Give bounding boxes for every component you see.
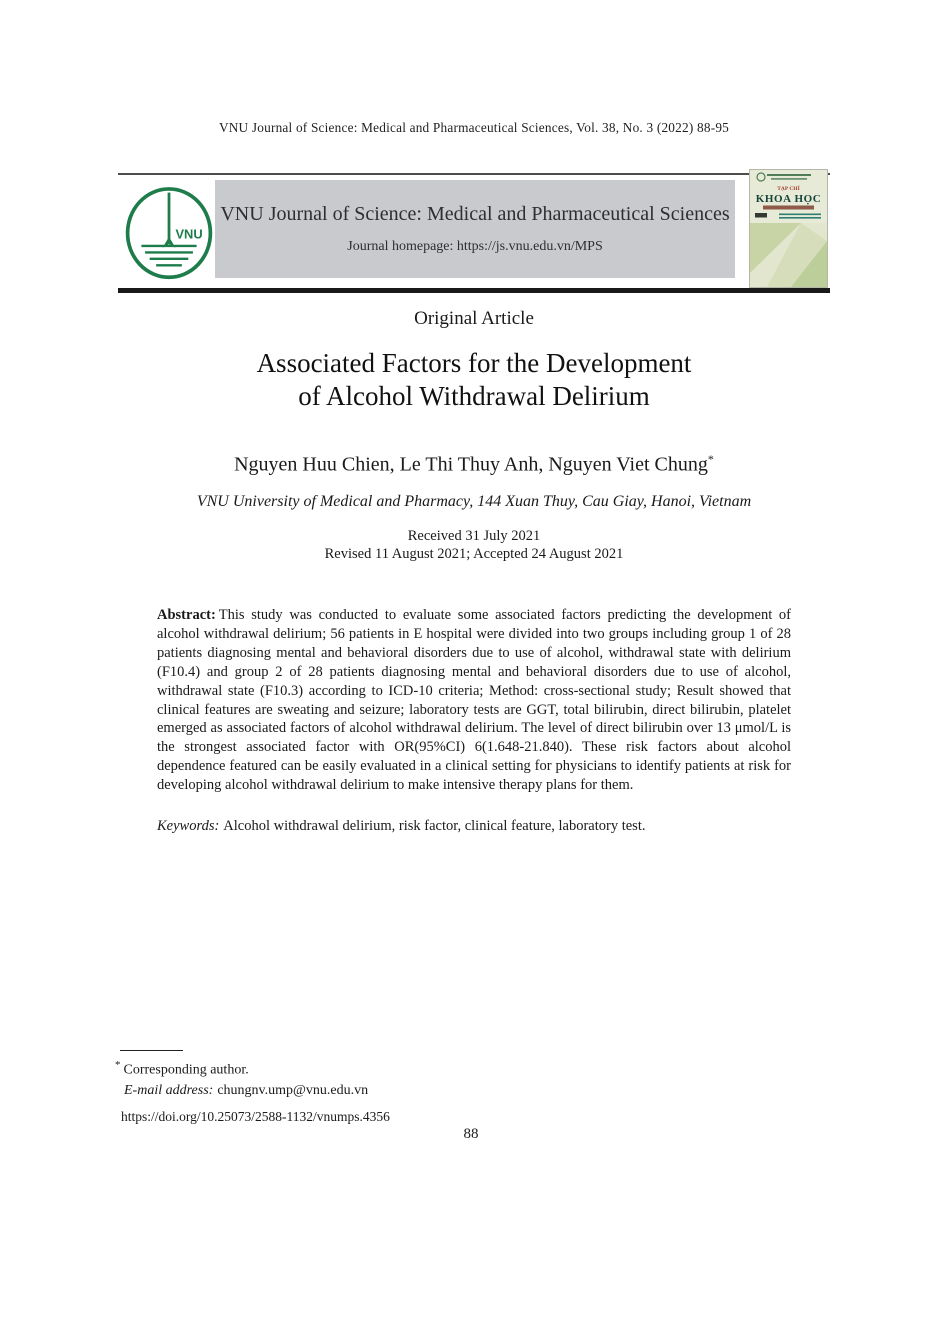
abstract-paragraph — [157, 606, 791, 795]
article-type-label: Original Article — [414, 308, 534, 329]
vnu-logo — [122, 183, 216, 285]
keywords-text: Alcohol withdrawal delirium, risk factor, clinical feature, laboratory test. — [223, 818, 646, 834]
svg-text:TẠP CHÍ: TẠP CHÍ — [777, 186, 800, 192]
journal-title: VNU Journal of Science: Medical and Pharmaceutical Sciences — [220, 203, 730, 225]
keywords-line — [157, 818, 791, 835]
journal-cover-icon — [749, 169, 828, 288]
journal-banner — [118, 171, 830, 294]
corresponding-author-note — [115, 1059, 249, 1079]
email-label: E-mail address: — [124, 1083, 214, 1098]
journal-title-box — [215, 180, 735, 278]
article-title-line1: Associated Factors for the Development — [256, 348, 692, 378]
footnote-rule — [120, 1050, 183, 1051]
affiliation: VNU University of Medical and Pharmacy, 144 Xuan Thuy, Cau Giay, Hanoi, Vietnam — [196, 493, 752, 510]
running-head: VNU Journal of Science: Medical and Pharmaceutical Sciences, Vol. 38, No. 3 (2022) 88-95 — [218, 120, 730, 135]
email-line — [124, 1083, 368, 1099]
page-number: 88 — [463, 1126, 479, 1142]
journal-cover-thumbnail — [749, 169, 828, 288]
journal-homepage: Journal homepage: https://js.vnu.edu.vn/MPS — [347, 239, 603, 254]
abstract-label: Abstract: — [157, 607, 216, 623]
corresponding-author-text: Corresponding author. — [123, 1062, 249, 1078]
banner-bottom-bar — [118, 288, 830, 293]
keywords-label: Keywords: — [157, 818, 220, 834]
doi-link: https://doi.org/10.25073/2588-1132/vnumps.4356 — [121, 1109, 390, 1124]
svg-text:VNU: VNU — [175, 226, 203, 242]
abstract-text: This study was conducted to evaluate some associated factors predicting the development of alcohol withdrawal delirium; 56 patients in E hospital were divided into two groups including group 1 of 28 patients diagnosing mental and behavioral disorders due to use of alcohol, withdrawal state with delirium (F10.4) and group 2 of 28 patients diagnosing mental and behavioral disorders due to use of alcohol, withdrawal state (F10.3) according to ICD-10 criteria; Method: cross-sectional study; Result showed that clinical features are sweating and seizure; laboratory tests are GGT, total bilirubin, direct bilirubin, platelet emerged as associated factors of alcohol withdrawal delirium. The level of direct bilirubin over 13 μmol/L is the strongest associated factor with OR(95%CI) 6(1.648-21.840). These risk factors about alcohol dependence featured can be easily evaluated in a clinical setting for physicians to identify patients at risk for developing alcohol withdrawal delirium to make intensive therapy plans for them. — [157, 607, 791, 794]
authors-names: Nguyen Huu Chien, Le Thi Thuy Anh, Nguyen Viet Chung — [234, 453, 708, 476]
article-title-line2: of Alcohol Withdrawal Delirium — [298, 381, 650, 411]
vnu-logo-icon — [123, 185, 215, 283]
footnote-asterisk: * — [115, 1059, 121, 1071]
corresponding-author-asterisk: * — [707, 452, 714, 466]
authors-line — [118, 452, 830, 477]
article-title — [118, 347, 830, 413]
svg-text:KHOA HỌC: KHOA HỌC — [755, 193, 822, 205]
received-date: Received 31 July 2021 — [407, 528, 541, 544]
email-address: chungnv.ump@vnu.edu.vn — [217, 1083, 369, 1098]
revised-accepted-dates: Revised 11 August 2021; Accepted 24 August 2021 — [324, 546, 624, 562]
banner-top-rule — [118, 173, 830, 175]
